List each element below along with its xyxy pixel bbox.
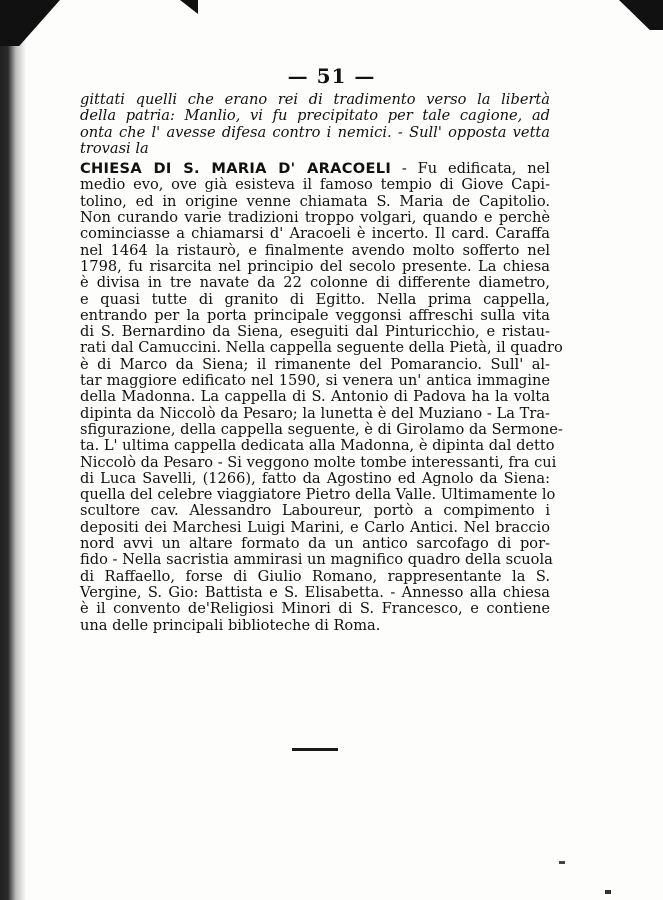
body-line: cominciasse a chiamarsi d' Aracoeli è incerto. Il card. Caraffa: [80, 225, 550, 243]
body-line: scultore cav. Alessandro Laboureur, portò a compimento i: [80, 502, 550, 520]
body-line: medio evo, ove già esisteva il famoso tempio di Giove Capi-: [80, 176, 550, 194]
body-line: Non curando varie tradizioni troppo volgari, quando e perchè: [80, 209, 550, 227]
intro-line: della patria: Manlio, vi fu precipitato per tale cagione, ad: [80, 107, 550, 125]
intro-line: gittati quelli che erano rei di tradimento verso la libertà: [80, 91, 550, 108]
intro-line: onta che l' avesse difesa contro i nemici. - Sull' opposta vetta: [80, 123, 550, 141]
body-line: entrando per la porta principale veggonsi affreschi sulla vita: [80, 306, 550, 324]
body-line: di Luca Savelli, (1266), fatto da Agostino ed Agnolo da Siena:: [80, 469, 550, 487]
body-line: una delle principali biblioteche di Roma.: [80, 616, 381, 634]
body-line: è di Marco da Siena; il rimanente del Pomarancio. Sull' al-: [80, 355, 550, 373]
intro-paragraph: [80, 92, 550, 157]
body-line: tolino, ed in origine venne chiamata S. Maria de Capitolio.: [80, 192, 550, 210]
church-heading: CHIESA DI S. MARIA D' ARACOELI: [80, 160, 392, 178]
body-line: di S. Bernardino da Siena, eseguiti dal Pinturicchio, e ristau-: [80, 323, 550, 341]
scan-top-mark: [180, 0, 198, 14]
body-line: quella del celebre viaggiatore Pietro della Valle. Ultimamente lo: [80, 486, 556, 504]
body-line: della Madonna. La cappella di S. Antonio di Padova ha la volta: [80, 388, 550, 406]
scan-speck: [605, 890, 611, 894]
body-line: depositi dei Marchesi Luigi Marini, e Carlo Antici. Nel braccio: [80, 518, 550, 536]
body-line: tar maggiore edificato nel 1590, si venera un' antica immagine: [80, 372, 550, 390]
body-line: Vergine, S. Gio: Battista e S. Elisabetta. - Annesso alla chiesa: [80, 583, 550, 601]
body-paragraph: [80, 176, 563, 634]
body-line: ta. L' ultima cappella dedicata alla Madonna, è dipinta dal detto: [80, 437, 555, 455]
scan-corner-shadow-left: [0, 0, 60, 46]
body-line: e quasi tutte di granito di Egitto. Nella prima cappella,: [80, 290, 550, 308]
scan-binding-edge: [0, 0, 26, 900]
body-line: 1798, fu risarcita nel principio del secolo presente. La chiesa: [80, 257, 550, 275]
church-heading-line: [80, 161, 550, 177]
scan-corner-shadow-right: [619, 0, 663, 30]
body-line: rati dal Camuccini. Nella cappella seguente della Pietà, il quadro: [80, 339, 563, 357]
heading-continuation: - Fu edificata, nel: [391, 160, 550, 178]
body-line: è il convento de'Religiosi Minori di S. Francesco, e contiene: [80, 600, 550, 618]
body-line: Niccolò da Pesaro - Si veggono molte tombe interessanti, fra cui: [80, 453, 557, 471]
intro-line: trovasi la: [80, 139, 149, 157]
page-text: [80, 91, 563, 634]
scan-speck-2: [559, 861, 565, 864]
body-line: nord avvi un altare formato da un antico sarcofago di por-: [80, 535, 550, 553]
body-line: fido - Nella sacristia ammirasi un magnifico quadro della scuola: [80, 551, 553, 569]
body-line: dipinta da Niccolò da Pesaro; la lunetta è del Muziano - La Tra-: [80, 404, 550, 422]
body-line: sfigurazione, della cappella seguente, è di Girolamo da Sermone-: [80, 420, 563, 438]
page-number: — 51 —: [287, 64, 376, 88]
body-line: di Raffaello, forse di Giulio Romano, rappresentante la S.: [80, 567, 550, 585]
body-line: nel 1464 la ristaurò, e finalmente avendo molto sofferto nel: [80, 241, 550, 259]
body-line: è divisa in tre navate da 22 colonne di differente diametro,: [80, 274, 550, 292]
section-divider-rule: [292, 748, 338, 751]
